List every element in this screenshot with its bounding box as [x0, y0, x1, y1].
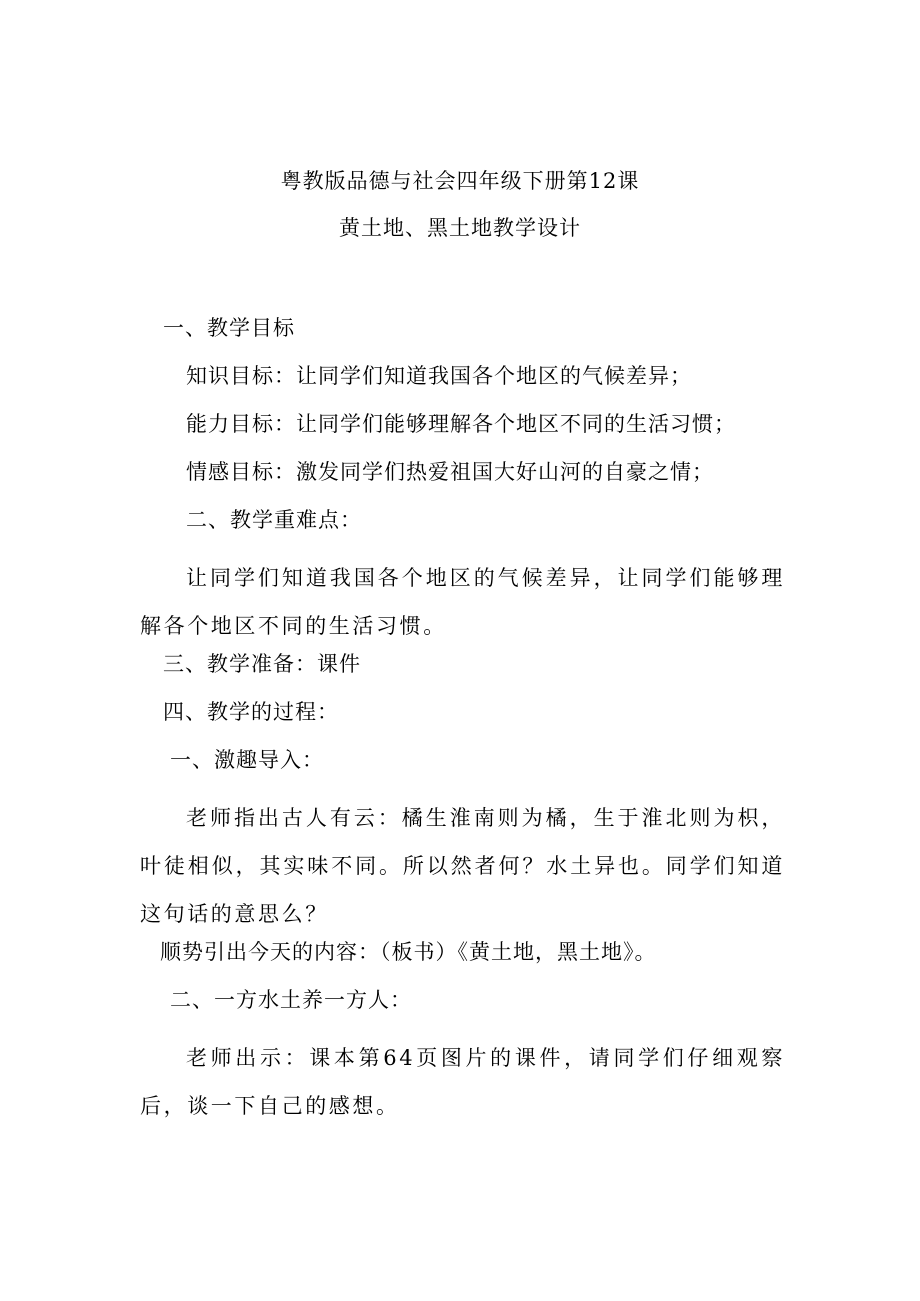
key-points-paragraph: 让同学们知道我国各个地区的气候差异，让同学们能够理解各个地区不同的生活习惯。 — [140, 566, 785, 638]
section-key-points: 二、教学重难点： — [186, 508, 362, 532]
goal-emotion: 情感目标：激发同学们热爱祖国大好山河的自豪之情； — [186, 460, 714, 484]
step-intro-title: 一、激趣导入： — [170, 748, 324, 772]
document-subtitle: 黄土地、黑土地教学设计 — [339, 216, 581, 240]
goal-knowledge: 知识目标：让同学们知道我国各个地区的气候差异； — [186, 364, 692, 388]
section-preparation: 三、教学准备：课件 — [163, 652, 361, 676]
step-two-paragraph: 老师出示：课本第64页图片的课件，请同学们仔细观察后，谈一下自己的感想。 — [140, 1046, 785, 1118]
section-teaching-goals: 一、教学目标 — [163, 316, 295, 340]
document-title: 粤教版品德与社会四年级下册第12课 — [280, 169, 640, 193]
step-two-title: 二、一方水土养一方人： — [170, 988, 412, 1012]
goal-ability: 能力目标：让同学们能够理解各个地区不同的生活习惯； — [186, 412, 736, 436]
step-intro-paragraph: 老师指出古人有云：橘生淮南则为橘，生于淮北则为枳，叶徒相似，其实味不同。所以然者何？水土异也。同学们知道这句话的意思么？ — [140, 806, 785, 926]
step-intro-followup: 顺势引出今天的内容：（板书）《黄土地，黑土地》。 — [160, 940, 657, 964]
section-process: 四、教学的过程： — [163, 700, 339, 724]
